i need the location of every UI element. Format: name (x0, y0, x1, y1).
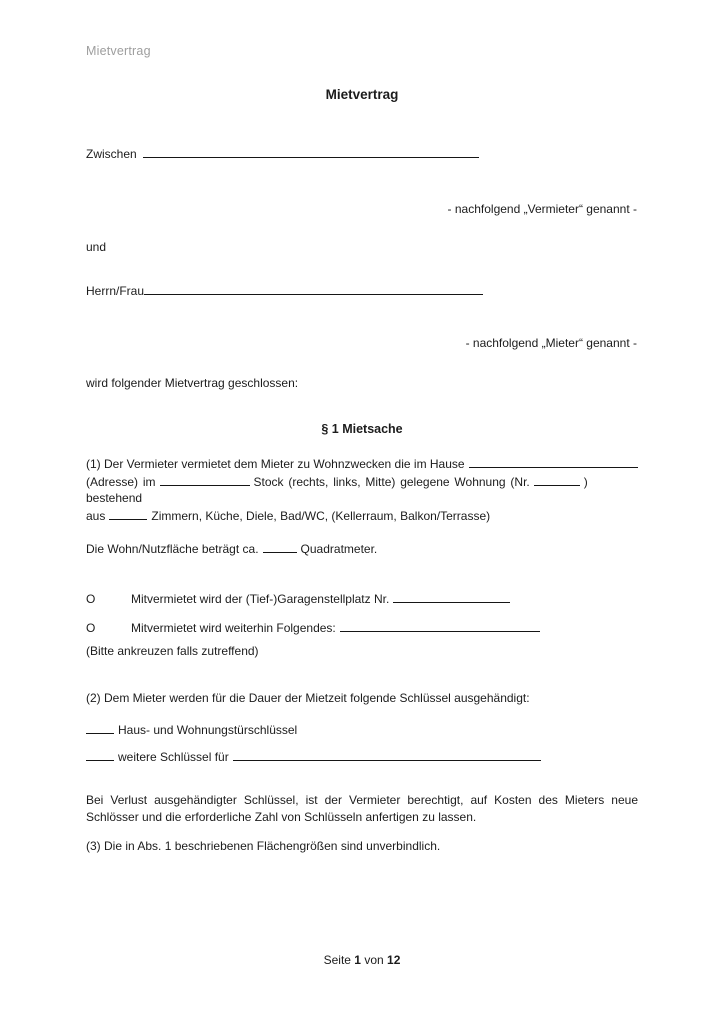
paragraph-2: (2) Dem Mieter werden für die Dauer der Mietzeit folgende Schlüssel ausgehändigt: (86, 691, 530, 705)
house-address-blank-line (469, 455, 638, 468)
tenant-label: Herrn/Frau (86, 284, 145, 298)
paragraph-3: (3) Die in Abs. 1 beschriebenen Flächengrößen sind unverbindlich. (86, 839, 441, 853)
key-item-2-text: weitere Schlüssel für (118, 750, 229, 764)
page-footer (0, 953, 724, 967)
section-1-heading: § 1 Mietsache (321, 422, 403, 436)
tenant-name-row (86, 282, 638, 298)
rooms-count-blank-line (109, 507, 147, 520)
footer-page-number: 1 (354, 953, 361, 967)
footer-of-word: von (364, 953, 384, 967)
options-note: (Bitte ankreuzen falls zutreffend) (86, 644, 259, 658)
contract-conclusion-text: wird folgender Mietvertrag geschlossen: (86, 376, 299, 390)
living-area-row (86, 540, 638, 556)
option-garage-text: Mitvermietet wird der (Tief-)Garagenstellplatz Nr. (131, 592, 390, 606)
option-row-other (86, 619, 638, 635)
living-area-text-b: Quadratmeter. (300, 542, 378, 556)
paragraph-1-line-1-text: (1) Der Vermieter vermietet dem Mieter zu Wohnzwecken die im Hause (86, 457, 465, 471)
key-count-blank-line-1 (86, 721, 114, 734)
tenant-note: - nachfolgend „Mieter“ genannt - (465, 336, 637, 350)
paragraph-key-loss: Bei Verlust ausgehändigter Schlüssel, ist der Vermieter berechtigt, auf Kosten des Mieters neue Schlösser und die erforderliche Zahl von Schlüsseln anfertigen zu lassen. (86, 793, 638, 824)
between-label: Zwischen (86, 147, 137, 161)
key-count-blank-line-2 (86, 748, 114, 761)
square-meters-blank-line (263, 540, 297, 553)
living-area-text-a: Die Wohn/Nutzfläche beträgt ca. (86, 542, 259, 556)
paragraph-1-line-2-text-c: ) bestehend (86, 474, 588, 505)
tenant-name-blank-line (144, 282, 483, 295)
key-item-1-text: Haus- und Wohnungstürschlüssel (118, 723, 298, 737)
paragraph-1-line-1 (86, 455, 638, 473)
page-title: Mietvertrag (325, 87, 399, 102)
paragraph-1-line-2-text-b: Stock (rechts, links, Mitte) gelegene Wohnung (Nr. (253, 474, 530, 489)
footer-prefix: Seite (323, 953, 351, 967)
landlord-name-blank-line (143, 145, 479, 158)
paragraph-1 (86, 455, 638, 524)
option-row-garage (86, 590, 638, 606)
checkbox-circle-garage: O (86, 592, 96, 606)
footer-total-pages: 12 (387, 953, 401, 967)
other-rented-blank-line (340, 619, 540, 632)
apartment-number-blank-line (534, 473, 580, 486)
option-other-text: Mitvermietet wird weiterhin Folgendes: (131, 621, 336, 635)
landlord-note: - nachfolgend „Vermieter“ genannt - (447, 202, 637, 216)
paragraph-1-line-3-text-a: aus (86, 508, 106, 523)
and-label: und (86, 240, 107, 254)
paragraph-1-line-2-text-a: (Adresse) im (86, 474, 156, 489)
garage-number-blank-line (393, 590, 510, 603)
landlord-name-row (86, 145, 638, 161)
paragraph-1-line-3 (86, 507, 638, 525)
checkbox-circle-other: O (86, 621, 96, 635)
key-item-row-2 (86, 748, 638, 764)
other-keys-blank-line (233, 748, 541, 761)
paragraph-1-line-3-text-b: Zimmern, Küche, Diele, Bad/WC, (Kellerraum, Balkon/Terrasse) (151, 508, 491, 523)
paragraph-1-line-2 (86, 473, 638, 507)
floor-blank-line (160, 473, 250, 486)
key-item-row-1 (86, 721, 638, 737)
running-header: Mietvertrag (86, 44, 151, 58)
